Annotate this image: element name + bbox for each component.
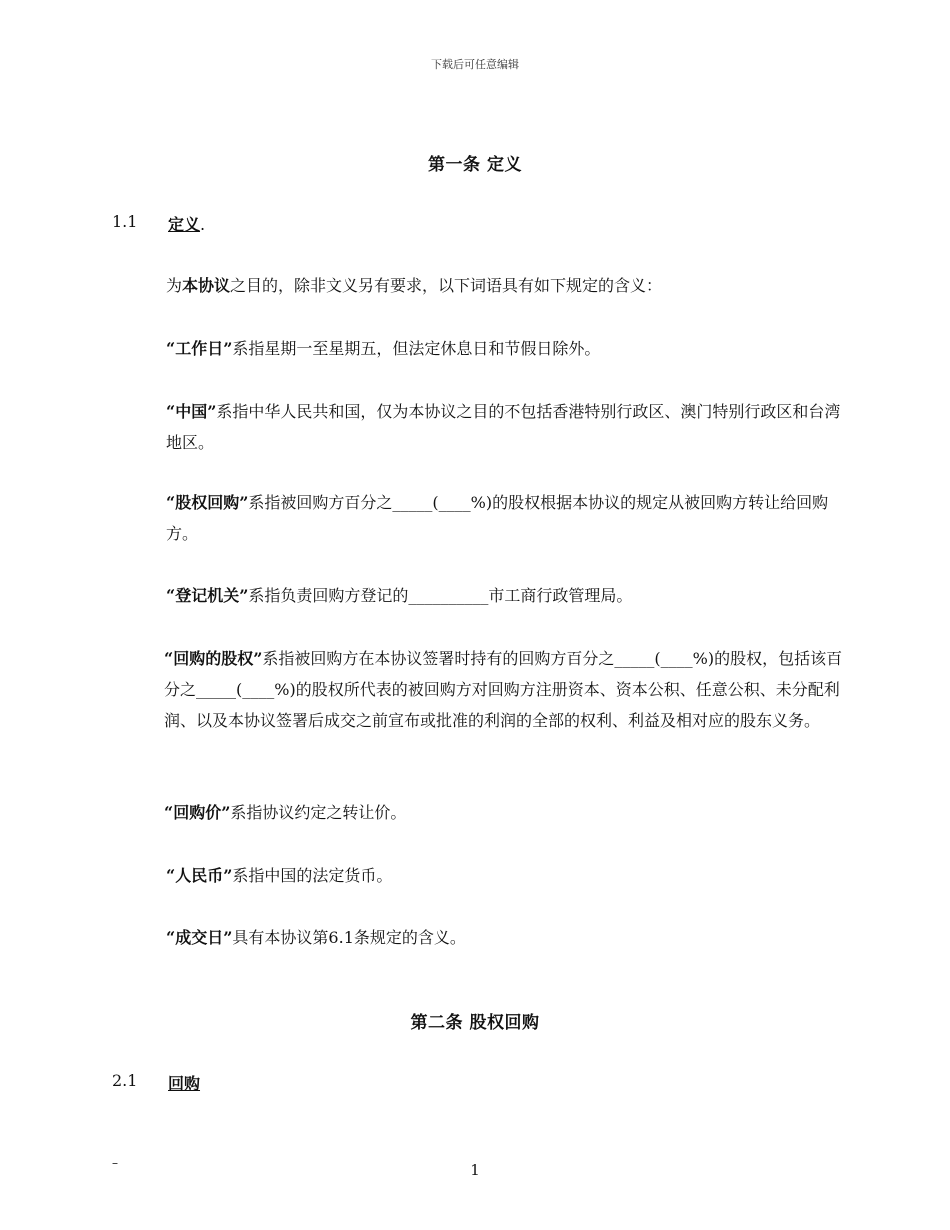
definition-item	[164, 797, 844, 828]
section-1-1-number: 1.1	[112, 212, 138, 231]
footer-mark: –	[112, 1156, 118, 1170]
definition-item	[166, 922, 846, 953]
section-1-1-title-suffix: .	[200, 215, 206, 234]
article-2-heading: 第二条 股权回购	[410, 1013, 540, 1033]
definition-item	[166, 487, 846, 549]
intro-post: 之目的，除非文义另有要求，以下词语具有如下规定的含义：	[230, 276, 663, 295]
definition-term: “工作日”	[166, 339, 233, 358]
definition-text: 系指中国的法定货币。	[232, 866, 393, 885]
definition-term: “中国”	[166, 402, 217, 421]
definition-text: 具有本协议第6.1条规定的含义。	[232, 928, 466, 947]
definition-item	[166, 860, 846, 891]
definitions-intro	[166, 270, 846, 301]
definition-term: “成交日”	[166, 928, 233, 947]
definition-text: 系指被回购方在本协议签署时持有的回购方百分之_____(____%)的股权，包括该百分之_____(____%)的股权所代表的被回购方对回购方注册资本、资本公积、任意公积、未分配利润、以及本协议签署后成交之前宣布或批准的利润的全部的权利、利益及相对应的股东义务。	[164, 649, 843, 730]
header-note: 下载后可任意编辑	[431, 58, 519, 71]
definition-text: 系指协议约定之转让价。	[230, 803, 407, 822]
definition-item	[166, 396, 846, 458]
definition-item	[166, 580, 846, 611]
definition-item	[164, 643, 844, 736]
definition-term: “回购价”	[164, 803, 231, 822]
definition-text: 系指星期一至星期五，但法定休息日和节假日除外。	[232, 339, 601, 358]
definition-term: “股权回购”	[166, 493, 249, 512]
article-1-heading: 第一条 定义	[428, 155, 522, 175]
intro-pre: 为	[166, 276, 183, 295]
definition-text: 系指中华人民共和国，仅为本协议之目的不包括香港特别行政区、澳门特别行政区和台湾地区。	[166, 402, 841, 452]
definition-term: “回购的股权”	[164, 649, 263, 668]
page-number: 1	[470, 1161, 480, 1179]
section-2-1-title: 回购	[168, 1074, 201, 1093]
section-1-1-title-text: 定义	[168, 215, 201, 234]
definition-text: 系指负责回购方登记的__________市工商行政管理局。	[248, 586, 633, 605]
intro-term: 本协议	[182, 276, 231, 295]
definition-term: “登记机关”	[166, 586, 249, 605]
section-1-1-title	[168, 212, 205, 235]
section-2-1-number: 2.1	[112, 1071, 138, 1090]
definition-term: “人民币”	[166, 866, 233, 885]
definition-text: 系指被回购方百分之_____(____%)的股权根据本协议的规定从被回购方转让给回购方。	[166, 493, 829, 543]
definition-item	[166, 333, 846, 364]
